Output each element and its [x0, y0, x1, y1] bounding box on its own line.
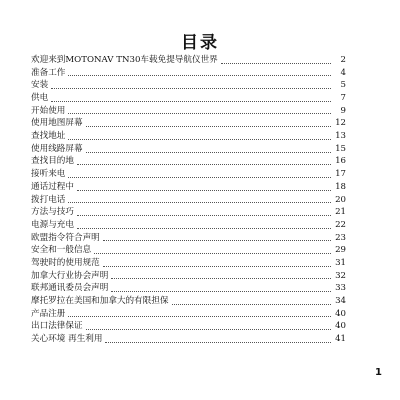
toc-entry-page: 20 — [335, 194, 346, 205]
toc-entry-page: 32 — [335, 270, 346, 281]
toc-entry[interactable] — [31, 156, 346, 169]
toc-entry-page: 7 — [340, 93, 346, 104]
toc-entry-title: 加拿大行业协会声明 — [31, 270, 109, 281]
toc-entry-title: 通话过程中 — [31, 181, 74, 192]
toc-entry[interactable] — [31, 308, 346, 321]
toc-entry-title: 电源与充电 — [31, 219, 74, 230]
toc-dot-leader — [103, 239, 331, 241]
toc-entry-title: 供电 — [31, 93, 49, 104]
toc-entry-page: 40 — [335, 308, 346, 319]
toc-entry[interactable] — [31, 168, 346, 181]
toc-dot-leader — [111, 277, 331, 279]
toc-entry-title: 准备工作 — [31, 67, 66, 78]
toc-dot-leader — [68, 201, 331, 203]
toc-entry[interactable] — [31, 117, 346, 130]
toc-entry[interactable] — [31, 181, 346, 194]
toc-entry[interactable] — [31, 54, 346, 67]
toc-entry[interactable] — [31, 105, 346, 118]
toc-entry-title: 使用地图屏幕 — [31, 118, 83, 129]
toc-entry-page: 12 — [335, 118, 346, 129]
toc-dot-leader — [77, 163, 331, 165]
toc-dot-leader — [51, 100, 331, 102]
toc-entry-page: 41 — [335, 334, 346, 345]
toc-entry-title: 拨打电话 — [31, 194, 66, 205]
toc-dot-leader — [68, 138, 331, 140]
toc-entry-page: 40 — [335, 321, 346, 332]
toc-dot-leader — [77, 227, 331, 229]
toc-entry[interactable] — [31, 194, 346, 207]
toc-entry-title: 使用线路屏幕 — [31, 143, 83, 154]
toc-entry-page: 29 — [335, 245, 346, 256]
toc-entry-title: 接听来电 — [31, 169, 66, 180]
toc-entry-page: 18 — [335, 181, 346, 192]
toc-entry-page: 2 — [340, 54, 346, 65]
page-number: 1 — [375, 367, 382, 378]
toc-entry-title: 出口法律保证 — [31, 321, 83, 332]
toc-entry[interactable] — [31, 130, 346, 143]
toc-entry[interactable] — [31, 320, 346, 333]
toc-dot-leader — [172, 303, 331, 305]
toc-entry[interactable] — [31, 206, 346, 219]
toc-entry[interactable] — [31, 67, 346, 80]
toc-entry-title: 安全和一般信息 — [31, 245, 92, 256]
toc-dot-leader — [86, 125, 331, 127]
toc-dot-leader — [68, 176, 331, 178]
toc-entry[interactable] — [31, 257, 346, 270]
toc-entry-title: 开始使用 — [31, 105, 66, 116]
toc-dot-leader — [94, 252, 331, 254]
toc-entry-page: 9 — [340, 105, 346, 116]
toc-dot-leader — [105, 341, 331, 343]
page-title: 目录 — [181, 33, 219, 53]
toc-entry-page: 15 — [335, 143, 346, 154]
toc-entry[interactable] — [31, 270, 346, 283]
toc-entry-title: 联邦通讯委员会声明 — [31, 283, 109, 294]
toc-entry-page: 23 — [335, 232, 346, 243]
toc-dot-leader — [68, 74, 331, 76]
toc-entry-title: 方法与技巧 — [31, 207, 74, 218]
toc-entry-title: 欧盟指令符合声明 — [31, 232, 100, 243]
toc-dot-leader — [103, 265, 331, 267]
toc-entry[interactable] — [31, 79, 346, 92]
toc-entry-title: 安装 — [31, 80, 49, 91]
toc-entry[interactable] — [31, 143, 346, 156]
toc-entry-page: 13 — [335, 131, 346, 142]
toc-entry[interactable] — [31, 219, 346, 232]
toc-entry-title: 驾驶时的使用规范 — [31, 257, 100, 268]
toc-dot-leader — [68, 315, 331, 317]
toc-dot-leader — [51, 87, 331, 89]
toc-entry-page: 5 — [340, 80, 346, 91]
toc-dot-leader — [221, 62, 331, 64]
toc-entry-page: 17 — [335, 169, 346, 180]
toc-entry[interactable] — [31, 232, 346, 245]
toc-dot-leader — [77, 214, 331, 216]
table-of-contents — [31, 54, 346, 346]
toc-dot-leader — [77, 189, 331, 191]
toc-entry-title: 查找目的地 — [31, 156, 74, 167]
toc-entry-page: 22 — [335, 219, 346, 230]
toc-entry-page: 34 — [335, 296, 346, 307]
toc-entry[interactable] — [31, 92, 346, 105]
toc-entry-title: 产品注册 — [31, 308, 66, 319]
toc-entry[interactable] — [31, 244, 346, 257]
toc-entry-title: 关心环境 再生利用 — [31, 334, 103, 345]
toc-entry-page: 4 — [340, 67, 346, 78]
toc-entry-page: 21 — [335, 207, 346, 218]
toc-dot-leader — [68, 112, 331, 114]
toc-entry-page: 33 — [335, 283, 346, 294]
toc-entry-page: 31 — [335, 257, 346, 268]
toc-entry-title: 查找地址 — [31, 131, 66, 142]
toc-dot-leader — [86, 328, 331, 330]
toc-entry-page: 16 — [335, 156, 346, 167]
toc-dot-leader — [86, 151, 331, 153]
toc-entry[interactable] — [31, 333, 346, 346]
toc-entry-title: 摩托罗拉在美国和加拿大的有限担保 — [31, 296, 169, 307]
toc-entry[interactable] — [31, 282, 346, 295]
toc-dot-leader — [111, 290, 331, 292]
toc-entry-title: 欢迎来到MOTONAV TN30车载免提导航仪世界 — [31, 54, 218, 65]
toc-entry[interactable] — [31, 295, 346, 308]
